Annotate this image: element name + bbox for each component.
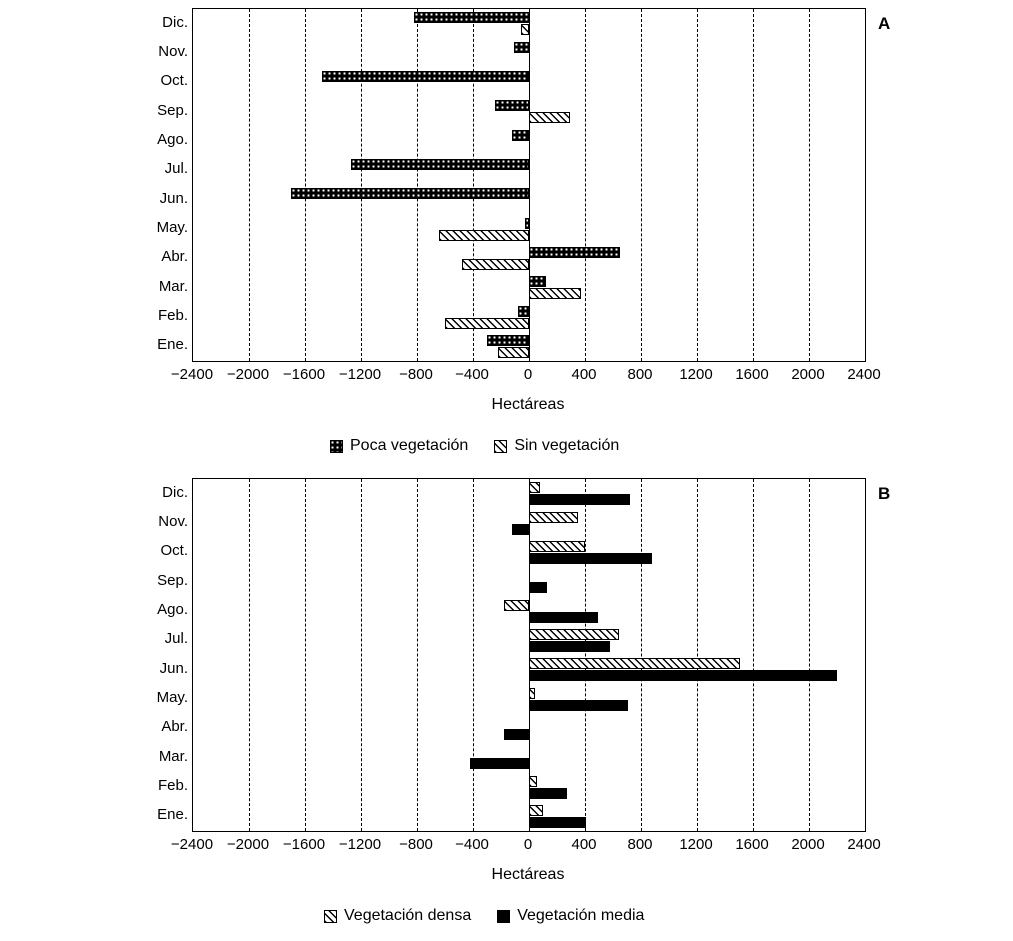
- category-label: Ago.: [157, 131, 188, 148]
- panel-a-gridline: [249, 9, 250, 361]
- panel-a-gridline: [585, 9, 586, 361]
- bar: [529, 629, 619, 640]
- bar: [462, 259, 529, 270]
- panel-b-gridline: [753, 479, 754, 831]
- legend-swatch-icon: [497, 910, 510, 923]
- x-tick-label: 1600: [735, 836, 769, 853]
- panel-b-gridline: [473, 479, 474, 831]
- x-tick-label: 2400: [847, 366, 881, 383]
- x-tick-label: 2000: [791, 366, 825, 383]
- bar: [518, 306, 529, 317]
- x-tick-label: −800: [399, 366, 433, 383]
- category-label: Feb.: [157, 777, 188, 794]
- x-tick-label: −400: [455, 366, 489, 383]
- bar: [529, 582, 547, 593]
- legend-item: [324, 907, 471, 925]
- category-label: Nov.: [158, 513, 188, 530]
- bar: [529, 512, 578, 523]
- bar: [529, 658, 740, 669]
- x-tick-label: −2400: [170, 366, 214, 383]
- legend-label: Vegetación densa: [344, 907, 472, 924]
- x-tick-label: −2000: [226, 836, 270, 853]
- panel-b-gridline: [697, 479, 698, 831]
- bar: [512, 524, 529, 535]
- x-tick-label: −1200: [338, 366, 382, 383]
- bar: [529, 482, 540, 493]
- category-label: Oct.: [160, 72, 188, 90]
- panel-a-gridline: [473, 9, 474, 361]
- bar: [504, 729, 529, 740]
- panel-b-label: B: [878, 484, 891, 503]
- bar: [529, 553, 652, 564]
- category-label: Sep.: [157, 101, 188, 119]
- panel-b-gridline: [417, 479, 418, 831]
- bar: [529, 670, 837, 681]
- panel-a-gridline: [641, 9, 642, 361]
- panel-a-legend: [330, 437, 619, 455]
- category-label: Nov.: [158, 43, 188, 60]
- x-tick-label: −800: [399, 836, 433, 853]
- panel-a-category-labels: [60, 8, 188, 360]
- x-tick-label: 400: [571, 836, 597, 853]
- panel-a-gridline: [753, 9, 754, 361]
- category-label: May.: [156, 689, 188, 706]
- category-label: Feb.: [157, 307, 188, 324]
- bar: [439, 230, 529, 241]
- category-label: Dic.: [162, 13, 188, 31]
- legend-label: Poca vegetación: [350, 437, 469, 454]
- x-tick-label: −1600: [282, 836, 326, 853]
- bar: [521, 24, 529, 35]
- panel-b-category-labels: [60, 478, 188, 830]
- legend-label: Sin vegetación: [514, 437, 620, 454]
- category-label: Ene.: [157, 806, 188, 824]
- panel-a-gridline: [417, 9, 418, 361]
- bar: [529, 700, 628, 711]
- category-label: Abr.: [161, 718, 188, 736]
- bar: [495, 100, 529, 111]
- panel-a-label: A: [878, 14, 891, 33]
- category-label: Abr.: [161, 248, 188, 266]
- panel-b-gridline: [641, 479, 642, 831]
- x-tick-label: 800: [627, 366, 653, 383]
- panel-b-plot-area: [192, 478, 866, 832]
- bar: [514, 42, 529, 53]
- legend-item: [330, 437, 468, 455]
- x-tick-label: 1200: [679, 366, 713, 383]
- category-label: Jun.: [159, 659, 188, 677]
- legend-swatch-icon: [324, 910, 337, 923]
- category-label: Jun.: [159, 189, 188, 207]
- bar: [529, 776, 537, 787]
- panel-a-gridline: [305, 9, 306, 361]
- bar: [498, 347, 529, 358]
- panel-a-x-ticks: [170, 366, 881, 390]
- category-label: Jul.: [164, 160, 188, 178]
- x-tick-label: 800: [627, 836, 653, 853]
- bar: [529, 612, 598, 623]
- x-tick-label: 400: [571, 366, 597, 383]
- legend-label: Vegetación media: [517, 907, 645, 924]
- panel-b-x-axis-title: Hectáreas: [491, 866, 565, 883]
- bar: [445, 318, 529, 329]
- bar: [512, 130, 529, 141]
- legend-item: [497, 907, 644, 925]
- bar: [470, 758, 529, 769]
- bar: [529, 641, 610, 652]
- x-tick-label: −2400: [170, 836, 214, 853]
- category-label: Mar.: [158, 747, 188, 765]
- x-tick-label: 0: [523, 366, 533, 383]
- legend-swatch-icon: [330, 440, 343, 453]
- bar: [529, 288, 581, 299]
- bar: [487, 335, 529, 346]
- bar: [322, 71, 529, 82]
- panel-b-x-ticks: [170, 836, 881, 860]
- bar: [529, 817, 586, 828]
- x-tick-label: 0: [523, 836, 533, 853]
- legend-item: [494, 437, 619, 455]
- bar: [504, 600, 529, 611]
- x-tick-label: −1600: [282, 366, 326, 383]
- panel-b-legend: [324, 907, 644, 925]
- panel-b-gridline: [361, 479, 362, 831]
- category-label: Ago.: [157, 601, 188, 618]
- category-label: Jul.: [164, 630, 188, 648]
- bar: [291, 188, 529, 199]
- panel-b-gridline: [249, 479, 250, 831]
- panel-a-plot-area: [192, 8, 866, 362]
- bar: [529, 541, 585, 552]
- x-tick-label: −2000: [226, 366, 270, 383]
- category-label: Mar.: [158, 277, 188, 295]
- category-label: Oct.: [160, 542, 188, 560]
- panel-b-gridline: [305, 479, 306, 831]
- bar: [414, 12, 529, 23]
- bar: [529, 494, 630, 505]
- x-tick-label: −400: [455, 836, 489, 853]
- x-tick-label: −1200: [338, 836, 382, 853]
- bar: [529, 276, 546, 287]
- panel-a-gridline: [361, 9, 362, 361]
- bar: [529, 788, 567, 799]
- x-tick-label: 1200: [679, 836, 713, 853]
- bar: [529, 805, 543, 816]
- legend-swatch-icon: [494, 440, 507, 453]
- bar: [529, 112, 570, 123]
- bar: [525, 218, 529, 229]
- category-label: Dic.: [162, 483, 188, 501]
- panel-a-gridline: [809, 9, 810, 361]
- panel-a-gridline: [697, 9, 698, 361]
- category-label: May.: [156, 219, 188, 236]
- panel-a-x-axis-title: Hectáreas: [491, 396, 565, 413]
- panel-b-gridline: [809, 479, 810, 831]
- x-tick-label: 1600: [735, 366, 769, 383]
- bar: [529, 688, 535, 699]
- category-label: Ene.: [157, 336, 188, 354]
- x-tick-label: 2000: [791, 836, 825, 853]
- panel-a-zero-line: [529, 9, 530, 361]
- bar: [529, 247, 620, 258]
- x-tick-label: 2400: [847, 836, 881, 853]
- panel-b-gridline: [585, 479, 586, 831]
- bar: [351, 159, 529, 170]
- category-label: Sep.: [157, 571, 188, 589]
